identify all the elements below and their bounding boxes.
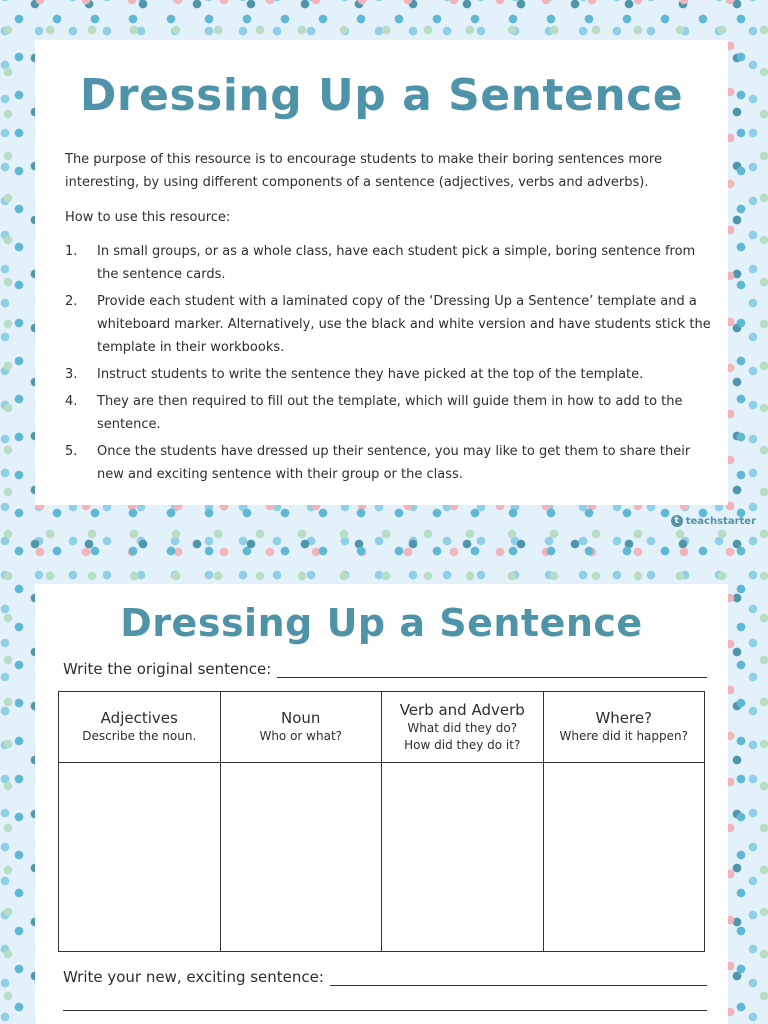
step-number: 3. [65, 367, 78, 382]
template-panel [35, 584, 728, 1024]
column-header-noun: Noun Who or what? [220, 692, 382, 763]
step-text: They are then required to fill out the template, which will guide them in how to add to the sentence. [97, 394, 683, 432]
brand-name: teachstarter [685, 515, 756, 527]
step-item [65, 440, 715, 486]
instructions-panel [35, 40, 728, 505]
step-text: Once the students have dressed up their sentence, you may like to get them to share their new and exciting sentence with their group or the class. [97, 444, 691, 482]
table-row [59, 763, 705, 952]
original-sentence-label: Write the original sentence: [63, 660, 272, 678]
step-text: Provide each student with a laminated copy of the ‘Dressing Up a Sentence’ template and a whiteboard marker. Alternatively, use the black and white version and have students stick the template in their workbooks. [97, 294, 711, 355]
step-number: 1. [65, 244, 78, 259]
steps-list [65, 240, 715, 490]
step-item [65, 240, 715, 286]
new-sentence-label: Write your new, exciting sentence: [63, 968, 324, 986]
step-item [65, 390, 715, 436]
step-item [65, 290, 715, 359]
brand-logo [671, 515, 756, 527]
adjectives-cell [59, 763, 221, 952]
step-number: 4. [65, 394, 78, 409]
template-title: Dressing Up a Sentence [120, 601, 643, 645]
new-sentence-blank [330, 969, 707, 986]
original-sentence-blank [277, 661, 707, 678]
step-number: 2. [65, 294, 78, 309]
sentence-template-table [58, 691, 705, 952]
column-header-verb-adverb: Verb and Adverb What did they do? How did they do it? [382, 692, 544, 763]
noun-cell [220, 763, 382, 952]
verb-adverb-cell [382, 763, 544, 952]
t-circle-logo-icon: t [671, 515, 683, 527]
how-to-heading: How to use this resource: [65, 210, 231, 225]
page-title: Dressing Up a Sentence [79, 70, 684, 121]
new-sentence-extra-blank [63, 1010, 707, 1011]
table-header-row [59, 692, 705, 763]
column-header-where: Where? Where did it happen? [543, 692, 705, 763]
where-cell [543, 763, 705, 952]
step-item [65, 363, 715, 386]
step-number: 5. [65, 444, 78, 459]
intro-paragraph: The purpose of this resource is to encourage students to make their boring sentences more interesting, by using different components of a sentence (adjectives, verbs and adverbs). [65, 152, 662, 190]
step-text: Instruct students to write the sentence they have picked at the top of the template. [97, 367, 644, 382]
new-sentence-field [63, 968, 707, 986]
original-sentence-field [63, 660, 707, 678]
step-text: In small groups, or as a whole class, have each student pick a simple, boring sentence from the sentence cards. [97, 244, 696, 282]
column-header-adjectives: Adjectives Describe the noun. [59, 692, 221, 763]
